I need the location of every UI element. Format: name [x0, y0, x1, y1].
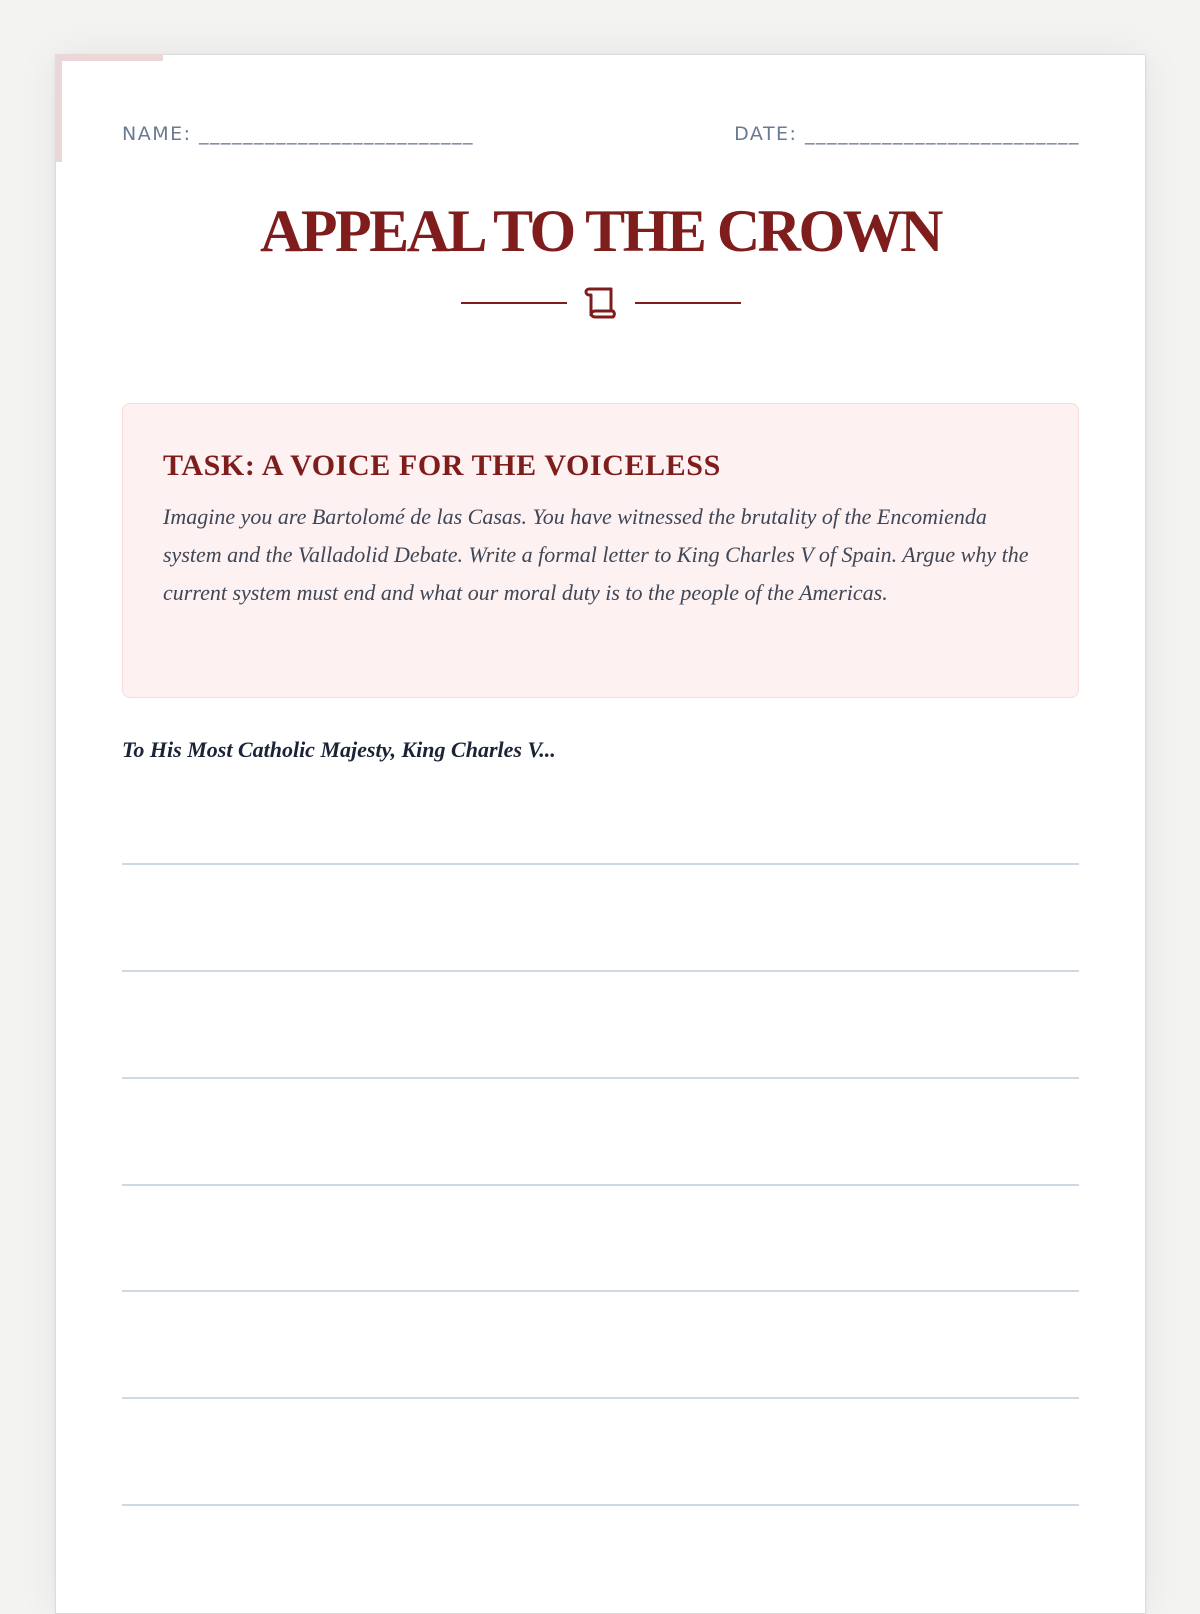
divider-line-right	[635, 302, 741, 304]
page-title: APPEAL TO THE CROWN	[260, 198, 941, 264]
worksheet-page	[55, 54, 1146, 1614]
task-instructions: Imagine you are Bartolomé de las Casas. You have witnessed the brutality of the Encomienda system and the Valladolid Debate. Write a formal letter to King Charles V of Spain. Argue why the current system must end and what our moral duty is to the people of the Americas.	[163, 504, 1029, 605]
date-field[interactable]: DATE: _________________________	[734, 123, 1080, 145]
writing-line[interactable]	[122, 970, 1079, 972]
task-box	[122, 403, 1079, 698]
writing-line[interactable]	[122, 1077, 1079, 1079]
name-field[interactable]: NAME: _________________________	[122, 123, 475, 145]
writing-line[interactable]	[122, 1504, 1079, 1506]
writing-line[interactable]	[122, 1290, 1079, 1292]
divider-line-left	[461, 302, 567, 304]
writing-line[interactable]	[122, 1397, 1079, 1399]
scroll-icon	[581, 283, 621, 323]
task-heading: TASK: A VOICE FOR THE VOICELESS	[163, 449, 721, 482]
writing-line[interactable]	[122, 863, 1079, 865]
title-divider	[56, 281, 1145, 321]
writing-line[interactable]	[122, 1184, 1079, 1186]
meta-row	[122, 123, 1080, 147]
letter-salutation: To His Most Catholic Majesty, King Charles V...	[122, 737, 556, 762]
